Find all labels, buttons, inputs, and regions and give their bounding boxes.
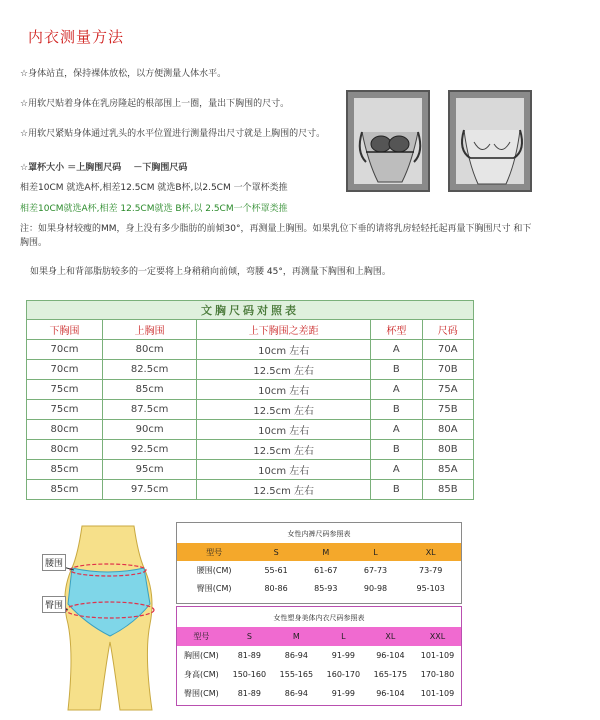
- header-cup: 杯型: [371, 320, 422, 340]
- header-cell: L: [320, 627, 367, 646]
- cell: 101-109: [420, 651, 455, 660]
- table-row: [177, 579, 461, 597]
- cell: 80-86: [264, 583, 288, 593]
- cell: 81-89: [237, 689, 261, 698]
- cell: 75A: [422, 380, 473, 400]
- instruction-stand: ☆身体站直，保持裸体放松，以方便测量人体水平。: [20, 69, 227, 79]
- cell: 86-94: [284, 689, 308, 698]
- cell: 95cm: [102, 460, 196, 480]
- cell: A: [371, 420, 422, 440]
- cell: 96-104: [376, 689, 405, 698]
- cup-rule-green: 相差10CM就选A杯,相差 12.5CM就选 B杯,以 2.5CM一个杯罩类推: [20, 204, 288, 214]
- cell: B: [371, 400, 422, 420]
- underwear-size-table: [176, 522, 462, 604]
- cell: 85-93: [314, 583, 338, 593]
- cell: 70A: [422, 340, 473, 360]
- cell: 70B: [422, 360, 473, 380]
- note-lean-forward: 如果身上和背部脂肪较多的一定要将上身稍稍向前倾，弯腰 45°，再测量下胸围和上胸围。: [30, 267, 391, 277]
- cell: 165-175: [373, 670, 408, 679]
- shapewear-table-title: 女性塑身美体内衣尺码参照表: [273, 614, 365, 622]
- shapewear-size-table: [176, 606, 462, 706]
- cell: 10cm 左右: [197, 340, 371, 360]
- header-cell: 型号: [177, 543, 251, 561]
- header-underbust: 下胸围: [27, 320, 103, 340]
- chart-header-row: [27, 320, 474, 340]
- table-row: [177, 561, 461, 579]
- bust-measure-photo: [346, 90, 430, 192]
- cell: 91-99: [331, 689, 355, 698]
- cell: 97.5cm: [102, 480, 196, 500]
- cell: 96-104: [376, 651, 405, 660]
- header-cell: XL: [400, 543, 461, 561]
- waist-label: 腰围: [42, 554, 66, 571]
- cell: 95-103: [416, 583, 445, 593]
- cell: 12.5cm 左右: [197, 360, 371, 380]
- cell: 80B: [422, 440, 473, 460]
- header-cell: S: [251, 543, 301, 561]
- body-figure-illustration: [38, 524, 174, 714]
- cell: A: [371, 340, 422, 360]
- cell: 75cm: [27, 380, 103, 400]
- header-difference: 上下胸围之差距: [197, 320, 371, 340]
- cell: 81-89: [237, 651, 261, 660]
- table-row: [27, 340, 474, 360]
- hip-label: 臀围: [42, 596, 66, 613]
- table-row: [27, 400, 474, 420]
- cell: 80cm: [102, 340, 196, 360]
- cell: 80A: [422, 420, 473, 440]
- cup-formula: ☆罩杯大小 ＝上胸围尺码 －下胸围尺码: [20, 163, 188, 173]
- header-size: 尺码: [422, 320, 473, 340]
- cell: 155-165: [279, 670, 314, 679]
- table-row: [27, 360, 474, 380]
- chart-title: 文胸尺码对照表: [27, 301, 474, 320]
- header-bust: 上胸围: [102, 320, 196, 340]
- cell: 85cm: [27, 480, 103, 500]
- cell: 85A: [422, 460, 473, 480]
- cell: 92.5cm: [102, 440, 196, 460]
- cell: 85B: [422, 480, 473, 500]
- cell: 身高(CM): [184, 670, 219, 679]
- underbust-measure-photo: [448, 90, 532, 192]
- cell: 胸围(CM): [184, 651, 219, 660]
- cell: 82.5cm: [102, 360, 196, 380]
- bra-size-chart: [26, 300, 474, 500]
- table-row: [27, 440, 474, 460]
- header-cell: XL: [367, 627, 414, 646]
- cell: 55-61: [264, 565, 288, 575]
- cell: 90-98: [363, 583, 388, 593]
- cell: 90cm: [102, 420, 196, 440]
- page-title: 内衣测量方法: [28, 28, 125, 46]
- note-slim: 注：如果身材较瘦的MM，身上没有多少脂肪的前倾30°，再测量上胸围。如果乳位下垂的请将乳房轻轻托起再量下胸围尺寸 和下胸围。: [20, 224, 532, 248]
- cell: 75cm: [27, 400, 103, 420]
- header-cell: M: [273, 627, 320, 646]
- cell: 10cm 左右: [197, 380, 371, 400]
- cell: A: [371, 460, 422, 480]
- table-row: [27, 420, 474, 440]
- cell: 臀围(CM): [184, 689, 219, 698]
- cell: 61-67: [314, 565, 338, 575]
- instruction-bust: ☆用软尺紧贴身体通过乳头的水平位置进行测量得出尺寸就是上胸围的尺寸。: [20, 129, 326, 139]
- cell: 75B: [422, 400, 473, 420]
- cell: B: [371, 360, 422, 380]
- cell: B: [371, 480, 422, 500]
- cell: 80cm: [27, 420, 103, 440]
- table-row: [27, 480, 474, 500]
- cell: 臀围(CM): [196, 583, 232, 593]
- cell: 70cm: [27, 340, 103, 360]
- cell: A: [371, 380, 422, 400]
- cell: 80cm: [27, 440, 103, 460]
- cell: 170-180: [420, 670, 455, 679]
- table-row: [27, 460, 474, 480]
- header-cell: L: [351, 543, 401, 561]
- cell: 70cm: [27, 360, 103, 380]
- cell: 160-170: [326, 670, 361, 679]
- header-cell: S: [226, 627, 273, 646]
- cell: 150-160: [232, 670, 267, 679]
- cell: 73-79: [419, 565, 443, 575]
- cell: 91-99: [331, 651, 355, 660]
- header-cell: XXL: [414, 627, 461, 646]
- cell: 85cm: [102, 380, 196, 400]
- header-cell: 型号: [177, 627, 226, 646]
- cell: 10cm 左右: [197, 460, 371, 480]
- table-row: [177, 646, 461, 665]
- cell: 85cm: [27, 460, 103, 480]
- header-cell: M: [301, 543, 351, 561]
- instruction-underbust: ☆用软尺贴着身体在乳房隆起的根部围上一圈，量出下胸围的尺寸。: [20, 99, 290, 109]
- shapewear-header-row: [177, 627, 461, 646]
- cell: 67-73: [363, 565, 388, 575]
- underwear-table-title: 女性内裤尺码参照表: [287, 530, 351, 538]
- cell: B: [371, 440, 422, 460]
- underwear-header-row: [177, 543, 461, 561]
- table-row: [27, 380, 474, 400]
- table-row: [177, 665, 461, 684]
- cell: 86-94: [284, 651, 308, 660]
- cell: 87.5cm: [102, 400, 196, 420]
- cell: 腰围(CM): [196, 565, 232, 575]
- cup-rule: 相差10CM 就选A杯,相差12.5CM 就选B杯,以2.5CM 一个罩杯类推: [20, 183, 288, 193]
- cell: 12.5cm 左右: [197, 480, 371, 500]
- cell: 12.5cm 左右: [197, 400, 371, 420]
- cell: 10cm 左右: [197, 420, 371, 440]
- cell: 12.5cm 左右: [197, 440, 371, 460]
- table-row: [177, 684, 461, 703]
- cell: 101-109: [420, 689, 455, 698]
